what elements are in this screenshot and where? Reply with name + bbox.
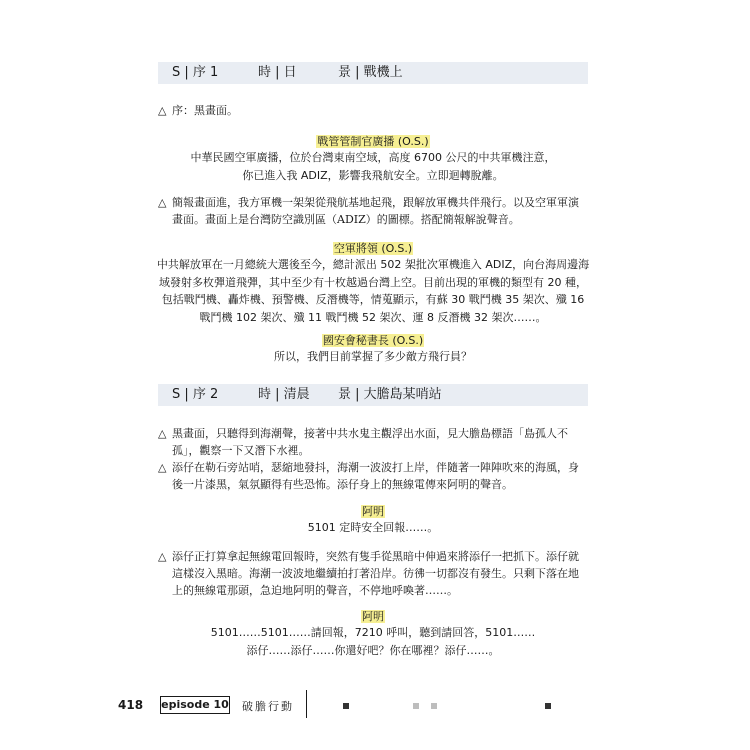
speaker-name: 空軍將領 (O.S.) — [333, 242, 413, 255]
speaker-3 — [158, 332, 588, 349]
speaker-1 — [158, 133, 588, 150]
dialogue-2 — [150, 256, 596, 326]
dialogue-line: 中共解放軍在一月總統大選後至今，總計派出 502 架批次軍機進入 ADIZ，向台海周邊海 — [156, 258, 590, 271]
dialogue-line: 中華民國空軍廣播，位於台灣東南空域，高度 6700 公尺的中共軍機注意， — [190, 151, 556, 164]
dialogue-line: 5101……5101……請回報，7210 呼叫，聽到請回答，5101…… — [210, 626, 536, 639]
action-text: 添仔正打算拿起無線電回報時，突然有隻手從黑暗中伸過來將添仔一把抓下。添仔就這樣沒入黑暗。海潮一波波地繼續拍打著沿岸。彷彿一切都沒有發生。只剩下落在地上的無線電那頭，急迫地阿明的聲音，不停地呼喚著……。 — [172, 550, 579, 597]
footer-square-icon — [413, 703, 419, 709]
action-3 — [158, 425, 588, 459]
dialogue-4 — [150, 519, 596, 537]
speaker-2 — [158, 240, 588, 257]
footer-square-icon — [343, 703, 349, 709]
action-text: 黑畫面，只聽得到海潮聲，接著中共水鬼主觀浮出水面，見大膽島標語「島孤人不孤」，觀察一下又潛下水裡。 — [172, 427, 568, 457]
dialogue-line: 你已進入我 ADIZ，影響我飛航安全。立即迴轉脫離。 — [242, 168, 504, 182]
triangle-icon: △ — [158, 427, 167, 440]
scene-2-seq: S | 序 2 — [172, 387, 219, 402]
speaker-name: 戰管管制官廣播 (O.S.) — [317, 135, 429, 148]
action-text: 序：黑畫面。 — [172, 104, 238, 117]
scene-1-seq: S | 序 1 — [172, 65, 219, 80]
scene-1-header — [158, 62, 588, 84]
dialogue-3 — [150, 348, 596, 366]
dialogue-line: 所以，我們目前掌握了多少敵方飛行員？ — [274, 350, 472, 363]
scene-2-place: 景 | 大膽島某哨站 — [338, 387, 442, 402]
dialogue-line: 5101 定時安全回報……。 — [307, 521, 439, 534]
dialogue-line: 添仔……添仔……你還好吧？你在哪裡？添仔……。 — [246, 643, 500, 657]
dialogue-1 — [150, 149, 596, 184]
page-number: 418 — [118, 698, 144, 712]
dialogue-line: 戰鬥機 102 架次、殲 11 戰鬥機 52 架次、運 8 反潛機 32 架次……。 — [199, 310, 547, 324]
speaker-name: 阿明 — [362, 610, 384, 623]
speaker-4 — [158, 503, 588, 520]
action-4 — [158, 459, 588, 493]
action-text: 簡報畫面進，我方軍機一架架從飛航基地起飛，跟解放軍機共伴飛行。以及空軍軍演畫面。畫面上是台灣防空識別區（ADIZ）的圖標。搭配簡報解說聲音。 — [172, 196, 579, 226]
scene-1-place: 景 | 戰機上 — [338, 65, 403, 80]
speaker-name: 阿明 — [362, 505, 384, 518]
triangle-icon: △ — [158, 550, 167, 563]
triangle-icon: △ — [158, 461, 167, 474]
action-1 — [158, 102, 588, 119]
scene-1-time: 時 | 日 — [258, 65, 297, 80]
action-2 — [158, 194, 588, 228]
action-5 — [158, 548, 588, 599]
episode-label: episode 10 — [160, 696, 230, 714]
dialogue-5 — [150, 624, 596, 659]
dialogue-line: 包括戰鬥機、轟炸機、預警機、反潛機等，情蒐顯示，有蘇 30 戰鬥機 35 架次、殲 16 — [161, 293, 585, 306]
footer-divider — [306, 690, 307, 718]
scene-2-header — [158, 384, 588, 406]
speaker-name: 國安會秘書長 (O.S.) — [322, 334, 424, 347]
book-title: 破膽行動 — [242, 700, 294, 713]
footer-square-icon — [545, 703, 551, 709]
triangle-icon: △ — [158, 196, 167, 209]
speaker-5 — [158, 608, 588, 625]
scene-2-time: 時 | 清晨 — [258, 387, 310, 402]
footer-square-icon — [431, 703, 437, 709]
action-text: 添仔在勒石旁站哨，瑟縮地發抖，海潮一波波打上岸，伴隨著一陣陣吹來的海風，身後一片漆黑，氣氛顯得有些恐怖。添仔身上的無線電傳來阿明的聲音。 — [172, 461, 579, 491]
dialogue-line: 域發射多枚彈道飛彈，其中至少有十枚越過台灣上空。目前出現的軍機的類型有 20 種， — [159, 275, 587, 289]
triangle-icon: △ — [158, 104, 167, 117]
